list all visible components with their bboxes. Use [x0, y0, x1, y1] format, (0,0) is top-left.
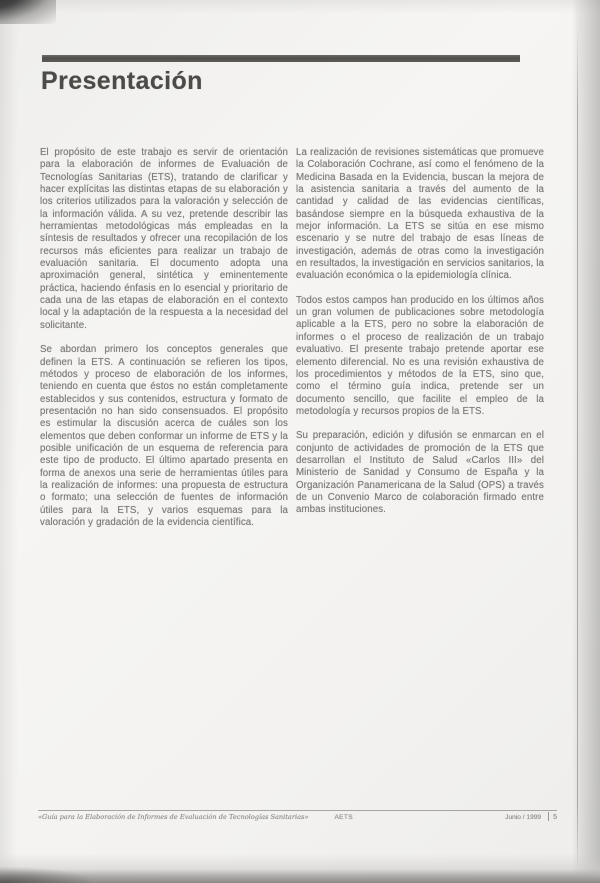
scan-corner-shadow: [0, 0, 56, 24]
scan-right-edge: [577, 28, 578, 873]
right-column: [296, 147, 544, 541]
footer-rule: [38, 810, 557, 811]
footer-page-divider: [548, 812, 549, 821]
page-title: Presentación: [41, 67, 203, 95]
footer: [38, 813, 557, 821]
title-rule: [42, 55, 520, 62]
scan-bottom-smudge: [0, 867, 90, 883]
footer-document-title: «Guía para la Elaboración de Informes de Evaluación de Tecnologías Sanitarias»: [38, 813, 309, 821]
paragraph: El propósito de este trabajo es servir de orientación para la elaboración de informes de Evaluación de Tecnologías Sanitarias (ETS), tratando de clarificar y hacer explícitas las distintas etapas de su elaboración y los criterios utilizados para la valoración y selección de la información válida. A su vez, pretende describir las herramientas metodológicas más empleadas en la síntesis de resultados y ofrecer una recopilación de los recursos más eficientes para realizar un trabajo de evaluación sanitaria. El documento adopta una aproximación general, sintética y eminentemente práctica, haciendo énfasis en lo esencial y prioritario de cada una de las etapas de elaboración en el contexto local y la adaptación de la respuesta a la necesidad del solicitante.: [40, 147, 288, 331]
paragraph: Todos estos campos han producido en los últimos años un gran volumen de publicaciones sobre metodología aplicable a la ETS, pero no sobre la elaboración de informes o el proceso de realización de un trabajo evaluativo. El presente trabajo pretende aportar ese elemento diferencial. No es una revisión exhaustiva de los procedimientos y métodos de la ETS, sino que, como el término guía indica, pretende ser un documento sencillo, que facilite el empleo de la metodología y recursos propios de la ETS.: [296, 294, 544, 417]
footer-page-number: 5: [553, 813, 557, 821]
paragraph: Su preparación, edición y difusión se enmarcan en el conjunto de actividades de promoción de la ETS que desarrollan el Instituto de Salud «Carlos III» del Ministerio de Sanidad y Consumo de España y la Organización Panamericana de la Salud (OPS) a través de un Convenio Marco de colaboración firmado entre ambas instituciones.: [296, 430, 544, 516]
footer-agency: AETS: [334, 813, 353, 821]
body-columns: [40, 147, 544, 541]
paragraph: La realización de revisiones sistemáticas que promueve la Colaboración Cochrane, así como el fenómeno de la Medicina Basada en la Evidencia, buscan la mejora de la asistencia sanitaria a través del aumento de la cantidad y calidad de las evidencias científicas, basándose siempre en la búsqueda exhaustiva de la mejor información. La ETS se sitúa en ese mismo escenario y se nutre del trabajo de esas líneas de investigación, además de otras como la investigación en resultados, la investigación en servicios sanitarios, la evaluación económica o la epidemiología clínica.: [296, 147, 544, 282]
footer-date: Junio / 1999: [505, 813, 542, 821]
paragraph: Se abordan primero los conceptos generales que definen la ETS. A continuación se refieren los tipos, métodos y proceso de elaboración de los informes, teniendo en cuenta que éstos no están completamente establecidos y sus contenidos, estructura y formato de presentación no han sido consensuados. El propósito es estimular la discusión acerca de cuáles son los elementos que deben conformar un informe de ETS y la posible unificación de un esquema de referencia para este tipo de producto. El último apartado presenta en forma de anexos una serie de herramientas útiles para la realización de informes: una propuesta de estructura o formato; una selección de fuentes de información útiles para la ETS, y varios esquemas para la valoración y gradación de la evidencia científica.: [40, 344, 288, 528]
left-column: [40, 147, 288, 541]
